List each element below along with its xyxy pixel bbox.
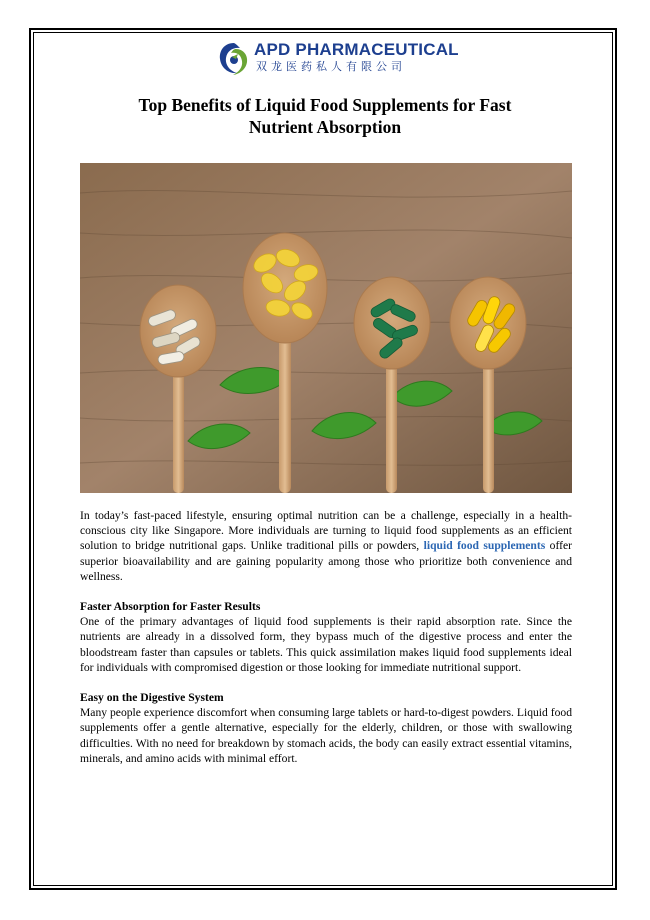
section-paragraph: One of the primary advantages of liquid food supplements is their rapid absorption rate. Since the nutrients are already in a dissolved form, they bypass much of the digestive process and enter the bloodstream faster than capsules or tablets. This quick assimilation makes liquid food supplements ideal for individuals with compromised digestion or those looking for immediate nutritional support. xyxy=(80,615,572,674)
section-paragraph: Many people experience discomfort when consuming large tablets or hard-to-digest powders. Liquid food supplements offer a gentle alternative, especially for the elderly, children, or those with swallowing difficulties. With no need for breakdown by stomach acids, the body can easily extract essential vitamins, minerals, and amino acids with minimal effort. xyxy=(80,706,572,765)
page-title xyxy=(80,94,570,138)
section-heading: Faster Absorption for Faster Results xyxy=(80,600,261,614)
company-logo xyxy=(216,40,459,78)
intro-text-start: In today’s fast-paced lifestyle, ensuring optimal nutrition can be a challenge, especially in a health-conscious city like Singapore. More individuals are turning to liquid food supplements as an efficient solution to bridge nutritional gaps. Unlike traditional pills or powders, xyxy=(80,509,572,553)
logo-company-name: APD PHARMACEUTICAL xyxy=(254,40,459,59)
article-body xyxy=(80,508,572,766)
liquid-food-supplements-link[interactable]: liquid food supplements xyxy=(423,539,546,553)
intro-text-end: offer superior bioavailability and are gaining popularity among those who prioritize both convenience and wellness. xyxy=(80,539,572,583)
section-heading: Easy on the Digestive System xyxy=(80,691,224,705)
title-line-2: Nutrient Absorption xyxy=(248,117,402,137)
wooden-spoons-with-capsules-photo xyxy=(80,163,572,493)
title-line-1: Top Benefits of Liquid Food Supplements for Fast xyxy=(138,95,512,115)
dragon-swirl-logo-icon xyxy=(216,40,252,78)
logo-chinese-name: 双龙医药私人有限公司 xyxy=(256,60,406,73)
intro-paragraph xyxy=(80,508,572,584)
